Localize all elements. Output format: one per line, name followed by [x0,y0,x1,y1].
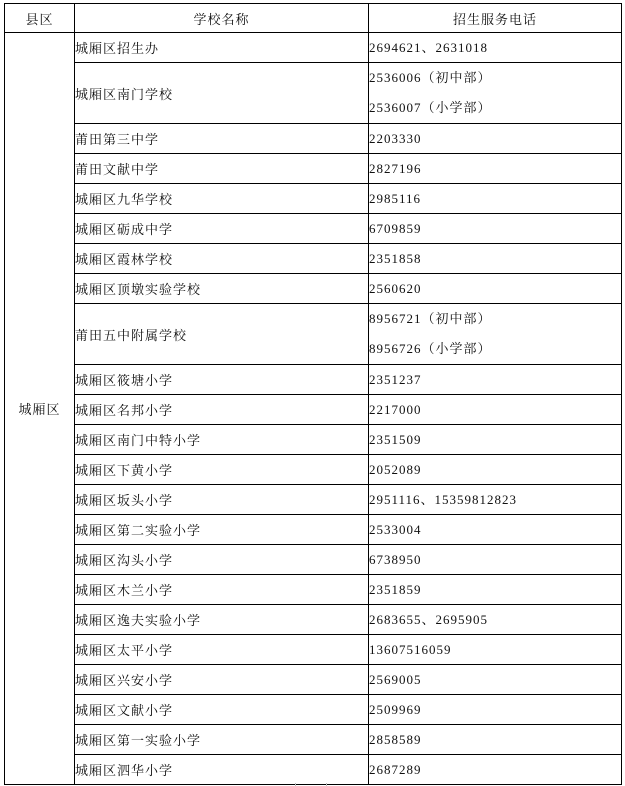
phone-cell [369,124,622,154]
phone-cell [369,725,622,755]
phone-number: 6738950 [369,552,422,567]
phone-cell [369,184,622,214]
phone-number: 2536006 [369,70,422,85]
table-row [5,545,622,575]
school-name-cell: 城厢区砺成中学 [75,214,369,244]
school-name-cell: 城厢区招生办 [75,33,369,63]
school-name-cell: 城厢区第一实验小学 [75,725,369,755]
phone-line [369,63,621,93]
table-row [5,665,622,695]
phone-cell [369,63,622,124]
table-row [5,33,622,63]
phone-cell [369,365,622,395]
phone-number: 2687289 [369,762,422,777]
phone-line [369,605,621,634]
table-row [5,395,622,425]
phone-line [369,93,621,123]
header-district: 县区 [5,4,75,33]
phone-line [369,274,621,303]
phone-department-note: （小学部） [421,101,492,116]
phone-line [369,695,621,724]
phone-department-note: （初中部） [421,312,492,327]
phone-line [369,455,621,484]
school-name-cell: 城厢区九华学校 [75,184,369,214]
phone-line [369,184,621,213]
phone-cell [369,455,622,485]
phone-line [369,425,621,454]
table-row [5,274,622,304]
header-enrollment-phone: 招生服务电话 [369,4,622,33]
phone-number: 2536007 [369,100,422,115]
phone-number: 2351237 [369,372,422,387]
table-row [5,575,622,605]
phone-line [369,124,621,153]
phone-cell [369,755,622,785]
phone-number: 2858589 [369,732,422,747]
phone-line [369,304,621,334]
phone-department-note: （初中部） [421,71,492,86]
phone-number: 2351858 [369,251,422,266]
school-name-cell: 城厢区木兰小学 [75,575,369,605]
table-row [5,755,622,785]
phone-line [369,485,621,514]
school-name-cell: 莆田五中附属学校 [75,304,369,365]
phone-number: 8956721 [369,311,422,326]
school-name-cell: 城厢区顶墩实验学校 [75,274,369,304]
phone-cell [369,515,622,545]
phone-line [369,334,621,364]
phone-line [369,395,621,424]
phone-cell [369,33,622,63]
header-school-name: 学校名称 [75,4,369,33]
phone-number: 2052089 [369,462,422,477]
table-row [5,635,622,665]
phone-number: 2203330 [369,131,422,146]
phone-number: 2683655、2695905 [369,612,489,627]
phone-line [369,575,621,604]
table-row [5,154,622,184]
phone-cell [369,304,622,365]
table-row [5,725,622,755]
school-name-cell: 城厢区筱塘小学 [75,365,369,395]
school-name-cell: 城厢区下黄小学 [75,455,369,485]
enrollment-phone-table [4,3,622,785]
school-name-cell: 城厢区太平小学 [75,635,369,665]
table-row [5,304,622,365]
district-cell: 城厢区 [5,33,75,785]
table-row [5,365,622,395]
school-name-cell: 城厢区逸夫实验小学 [75,605,369,635]
phone-line [369,545,621,574]
table-row [5,485,622,515]
school-name-cell: 莆田第三中学 [75,124,369,154]
phone-cell [369,605,622,635]
phone-department-note: （小学部） [421,342,492,357]
phone-line [369,635,621,664]
phone-number: 2351859 [369,582,422,597]
school-name-cell: 城厢区坂头小学 [75,485,369,515]
phone-number: 2351509 [369,432,422,447]
phone-number: 2827196 [369,161,422,176]
phone-cell [369,395,622,425]
table-row [5,63,622,124]
phone-line [369,244,621,273]
school-name-cell: 莆田文献中学 [75,154,369,184]
phone-cell [369,425,622,455]
phone-number: 2217000 [369,402,422,417]
table-row [5,214,622,244]
phone-cell [369,695,622,725]
phone-cell [369,154,622,184]
phone-line [369,755,621,784]
phone-line [369,154,621,183]
table-row [5,184,622,214]
table-row [5,124,622,154]
school-name-cell: 城厢区沟头小学 [75,545,369,575]
school-name-cell: 城厢区第二实验小学 [75,515,369,545]
school-name-cell: 城厢区南门中特小学 [75,425,369,455]
phone-cell [369,485,622,515]
phone-line [369,365,621,394]
table-row [5,605,622,635]
phone-cell [369,214,622,244]
school-name-cell: 城厢区兴安小学 [75,665,369,695]
phone-number: 2985116 [369,191,422,206]
table-row [5,244,622,274]
phone-number: 13607516059 [369,642,452,657]
school-name-cell: 城厢区霞林学校 [75,244,369,274]
table-body [5,33,622,785]
phone-line [369,33,621,62]
table-row [5,425,622,455]
phone-line [369,515,621,544]
phone-cell [369,244,622,274]
phone-line [369,214,621,243]
phone-number: 8956726 [369,341,422,356]
school-name-cell: 城厢区文献小学 [75,695,369,725]
phone-cell [369,665,622,695]
school-name-cell: 城厢区泗华小学 [75,755,369,785]
table-header-row [5,4,622,33]
school-name-cell: 城厢区名邦小学 [75,395,369,425]
table-row [5,515,622,545]
phone-number: 2951116、15359812823 [369,492,518,507]
table-row [5,695,622,725]
phone-number: 6709859 [369,221,422,236]
table-row [5,455,622,485]
phone-line [369,665,621,694]
phone-cell [369,274,622,304]
phone-number: 2533004 [369,522,422,537]
phone-line [369,725,621,754]
phone-cell [369,575,622,605]
phone-number: 2560620 [369,281,422,296]
phone-number: 2509969 [369,702,422,717]
school-name-cell: 城厢区南门学校 [75,63,369,124]
phone-cell [369,635,622,665]
phone-number: 2694621、2631018 [369,40,489,55]
phone-number: 2569005 [369,672,422,687]
phone-cell [369,545,622,575]
